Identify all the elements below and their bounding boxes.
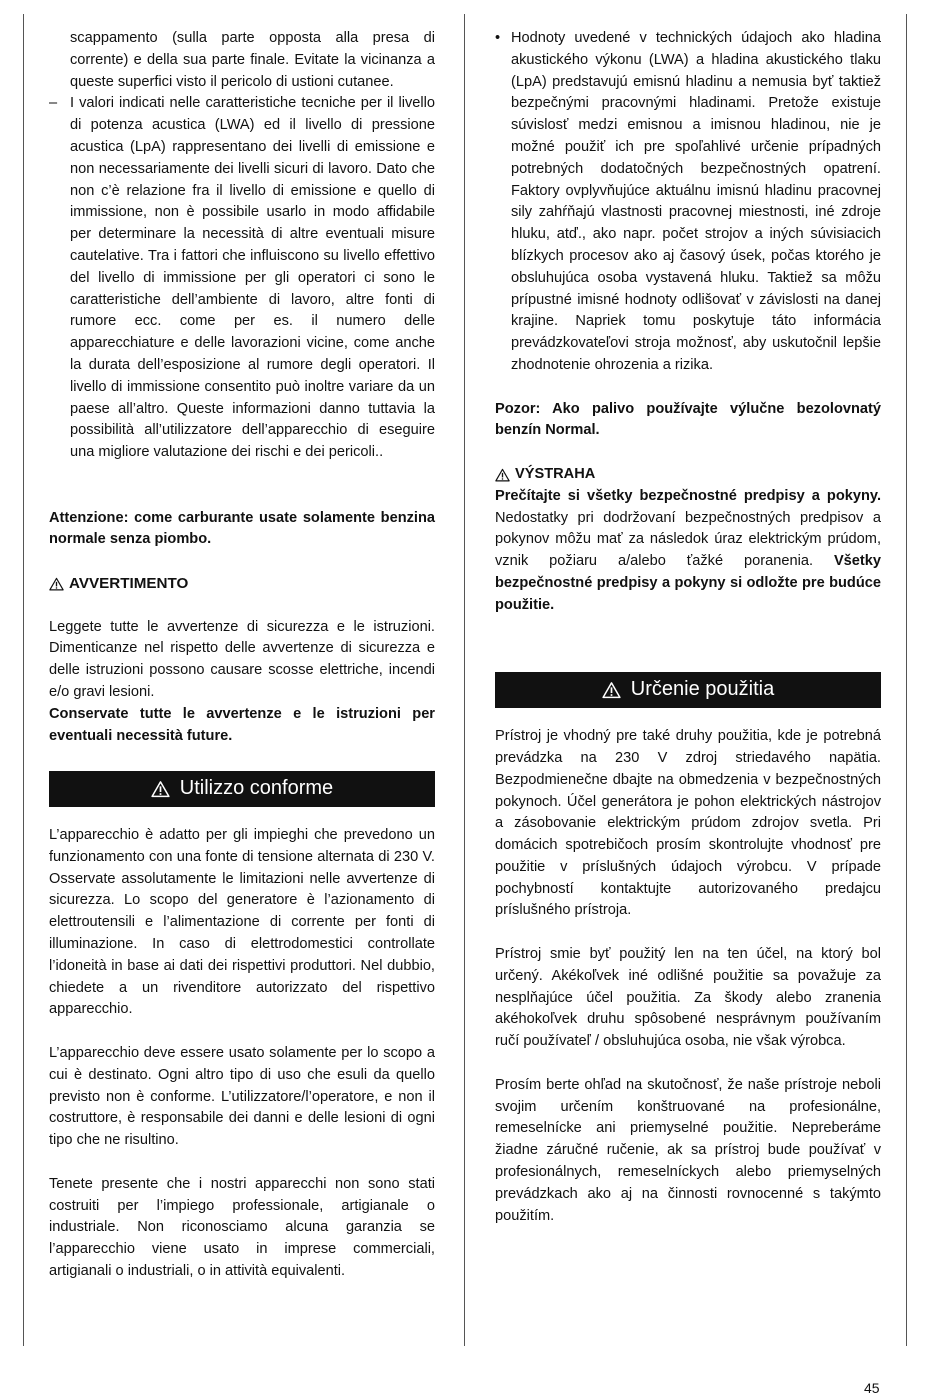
right-column: [495, 28, 881, 1227]
left-warning-heading: [49, 573, 435, 595]
warning-triangle-icon: [151, 780, 170, 798]
left-margin-rule: [23, 14, 24, 1346]
right-section-title: Určenie použitia: [630, 678, 775, 701]
left-section-header: [49, 771, 435, 807]
right-margin-rule: [906, 14, 907, 1346]
left-warning-text: Leggete tutte le avvertenze di sicurezza e le istruzioni. Dimenticanze nel rispetto delle avvertenze di sicurezza e delle istruzioni possono causare scosse elettriche, incendi e/o gravi lesioni.: [49, 618, 435, 700]
warning-triangle-icon: [49, 577, 64, 591]
bullet-marker: •: [495, 30, 501, 46]
left-use-paragraph-1: L’apparecchio è adatto per gli impieghi che prevedono un funzionamento con una fonte di tensione alternata di 230 V. Osservate assolutamente le limitazioni nelle avvertenze di sicurezza. Lo scopo del generatore è l’azionamento di elettroutensili e l’alimentazione di corrente per fonti di illuminazione. In caso di elettrodomestici controllate l’idoneità in base ai dati dei rispettivi produttori. Nel dubbio, chiedete a un rivenditore autorizzato del rispettivo apparecchio.: [49, 827, 435, 1018]
right-warning-heading: [495, 464, 881, 486]
left-warning-title: AVVERTIMENTO: [69, 574, 189, 592]
left-fuel-note: Attenzione: come carburante usate solamente benzina normale senza piombo.: [49, 509, 435, 548]
right-use-paragraph-1: Prístroj je vhodný pre také druhy použitia, kde je potrebná prevádzka na 230 V zdroj striedavého napätia. Bezpodmienečne dbajte na obmedzenia v bezpečnostných pokynoch. Účel generátora je pohon elektrických nástrojov a zásobovanie elektrickým prúdom zdrojov svetla. Pri domácich spotrebičoch prosím skontrolujte vhodnosť pre použitie v príslušných údajoch výrobcu. V prípade pochybností kontaktujte autorizovaného predajcu príslušného prístroja.: [495, 728, 881, 919]
left-use-paragraph-3: Tenete presente che i nostri apparecchi non sono stati costruiti per l’impiego professionale, artigianale o industriale. Non riconosciamo alcuna garanzia se l’apparecchio viene usato in imprese commerciali, artigianali o industriali, o in attività equivalenti.: [49, 1175, 435, 1280]
left-warning-bold: Conservate tutte le avvertenze e le istruzioni per eventuali necessità future.: [49, 705, 435, 744]
warning-triangle-icon: [495, 468, 510, 482]
right-fuel-note: Pozor: Ako palivo používajte výlučne bezolovnatý benzín Normal.: [495, 400, 881, 439]
left-section-title: Utilizzo conforme: [179, 777, 334, 800]
dash-marker: –: [49, 95, 58, 112]
left-noise-paragraph: – I valori indicati nelle caratteristiche tecniche per il livello di potenza acustica (LWA) ed il livello di pressione acustica (LpA) rappresentano dei livelli di emissione e non necessariamente dei livelli sicuri di lavoro. Dato che non c’è relazione fra il livello di emissione e quello di immissione, non è possibile usarlo in modo affidabile per determinare la necessità di altre eventuali misure cautelative. Tra i fattori che influiscono su livello effettivo del livello di immissione per gli operatori ci sono le caratteristiche dell’ambiente di lavoro, altre fonti di rumore ecc. come per es. il numero delle apparecchiature e delle lavorazioni vicine, come anche la durata dell’esposizione al rumore degli operatori. Il livello di immissione consentito può inoltre variare da un paese all’altro. Queste informazioni danno tuttavia la possibilità all’utilizzatore dell’apparecchio di eseguire una migliore valutazione dei rischi e dei pericoli..: [49, 95, 435, 461]
left-continued-paragraph: scappamento (sulla parte opposta alla presa di corrente) e della sua parte finale. Evitate la vicinanza a queste superfici visto il pericolo di ustioni cutanee.: [70, 30, 435, 90]
right-warning-text: Prečítajte si všetky bezpečnostné predpisy a pokyny. Nedostatky pri dodržovaní bezpečnostných predpisov a pokynov môžu mať za následok úraz elektrickým prúdom, vznik požiaru a/alebo ťažké poranenia. Všetky bezpečnostné predpisy a pokyny si odložte pre budúce použitie.: [495, 487, 881, 613]
right-use-paragraph-2: Prístroj smie byť použitý len na ten účel, na ktorý bol určený. Akékoľvek iné odlišné použitie sa považuje za nesplňajúce účel použitia. Za škody alebo zranenia akéhokoľvek druhu spôsobené nesprávnym používaním ručí používateľ / obsluhujúca osoba, nie však výrobca.: [495, 946, 881, 1050]
right-section-header: [495, 672, 881, 708]
left-column: [49, 28, 435, 1283]
page-number: 45: [864, 1380, 880, 1396]
left-use-paragraph-2: L’apparecchio deve essere usato solamente per lo scopo a cui è destinato. Ogni altro tipo di uso che esuli da quello previsto non è conforme. L’utilizzatore/l’operatore, e non il costruttore, è responsabile dei danni e delle lesioni di ogni tipo che ne risultino.: [49, 1045, 435, 1149]
right-noise-paragraph: • Hodnoty uvedené v technických údajoch ako hladina akustického výkonu (LWA) a hladina akustického tlaku (LpA) predstavujú emisnú hladinu a nemusia byť taktiež bezpečnými pracovnými hladinami. Pretože existuje súvislosť medzi emisnou a imisnou hladinou, nie je možné použiť ich pre spoľahlivé určenie prípadných potrebných dodatočných bezpečnostných opatrení. Faktory ovplyvňujúce aktuálnu imisnú hladinu pracovnej sily zahŕňajú vlastnosti pracovnej miestnosti, iné zdroje hluku, atď., ako napr. počet strojov a iných súvisiacich blízkych procesov ako aj časový úsek, počas ktorého je obsluhujúca osoba vystavená hluku. Taktiež sa môžu prípustné imisné hodnoty odlišovať v závislosti na danej krajine. Napriek tomu poskytuje táto informácia prevádzkovateľovi stroja možnosť, aby uskutočnil lepšie zhodnotenie ohrozenia a rizika.: [495, 30, 881, 373]
right-warning-title: VÝSTRAHA: [515, 465, 596, 482]
warning-triangle-icon: [602, 681, 621, 699]
center-column-rule: [464, 14, 465, 1346]
right-use-paragraph-3: Prosím berte ohľad na skutočnosť, že naše prístroje neboli svojim určením konštruované na profesionálne, remeselnícke ani priemyselné použitie. Nepreberáme žiadne záručné ručenie, ak sa prístroj bude používať v profesionálnych, remeselníckych alebo priemyselných prevádzkach ako aj na činnosti rovnocenné s takýmto použitím.: [495, 1076, 881, 1224]
